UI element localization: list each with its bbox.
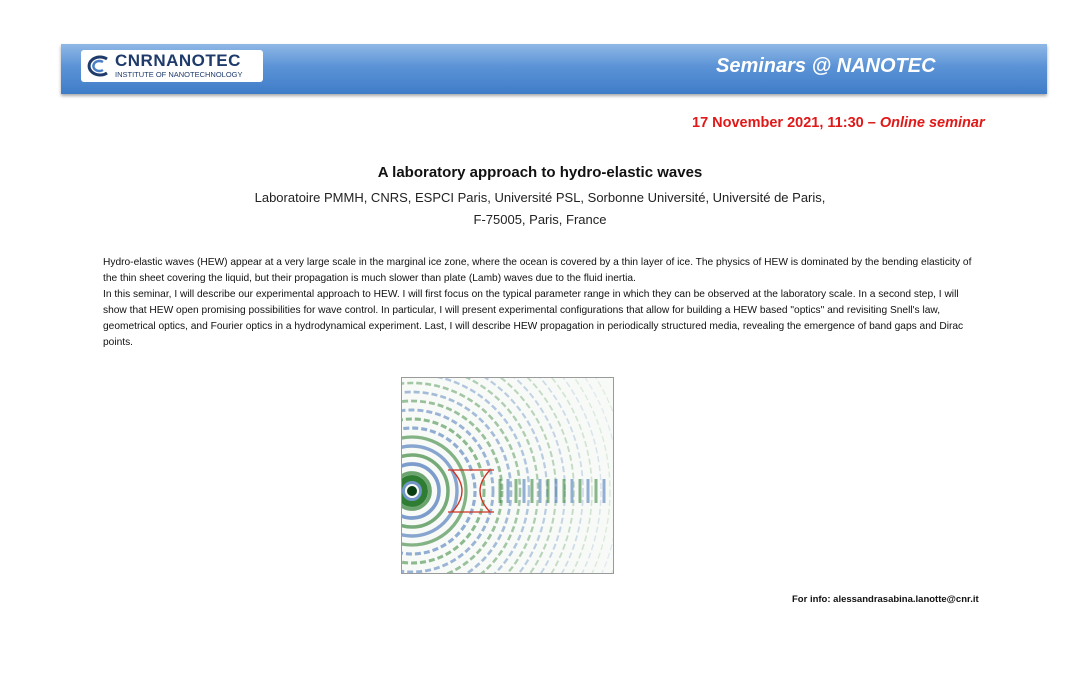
affiliation-line-1: Laboratoire PMMH, CNRS, ESPCI Paris, Université PSL, Sorbonne Université, Université de Paris, (254, 190, 826, 205)
logo-subtitle: INSTITUTE OF NANOTECHNOLOGY (115, 70, 243, 79)
contact-info: For info: alessandrasabina.lanotte@cnr.it (792, 594, 979, 605)
abstract-paragraph-1: Hydro-elastic waves (HEW) appear at a very large scale in the marginal ice zone, where the ocean is covered by a thin layer of ice. The physics of HEW is dominated by the bending elasticity of the thin sheet covering the liquid, but their propagation is much slower than plate (Lamb) waves due to the fluid inertia. (103, 257, 972, 284)
institute-logo (81, 50, 263, 82)
abstract (103, 255, 983, 351)
affiliation-line-2: F-75005, Paris, France (473, 212, 607, 227)
event-date (692, 115, 985, 131)
talk-title: A laboratory approach to hydro-elastic waves (377, 164, 703, 181)
event-mode: Online seminar (879, 115, 985, 131)
logo-name: CNRNANOTEC (115, 51, 241, 70)
wave-field-image (402, 378, 613, 573)
cnr-logo-icon (85, 55, 111, 77)
header-banner (61, 44, 1047, 94)
event-datetime: 17 November 2021, 11:30 – (692, 115, 876, 131)
source-core (407, 486, 417, 496)
abstract-paragraph-2: In this seminar, I will describe our experimental approach to HEW. I will first focus on the typical parameter range in which they can be observed at the laboratory scale. In a second step, I will show that HEW open promising possibilities for wave control. In particular, I will present experimental configurations that allow for building a HEW based "optics" and revisiting Snell's law, geometrical optics, and Fourier optics in a hydrodynamical experiment. Last, I will describe HEW propagation in periodically structured media, revealing the emergence of band gaps and Dirac points. (103, 289, 964, 348)
series-title: Seminars @ NANOTEC (716, 55, 936, 77)
wave-field-figure (401, 377, 614, 574)
